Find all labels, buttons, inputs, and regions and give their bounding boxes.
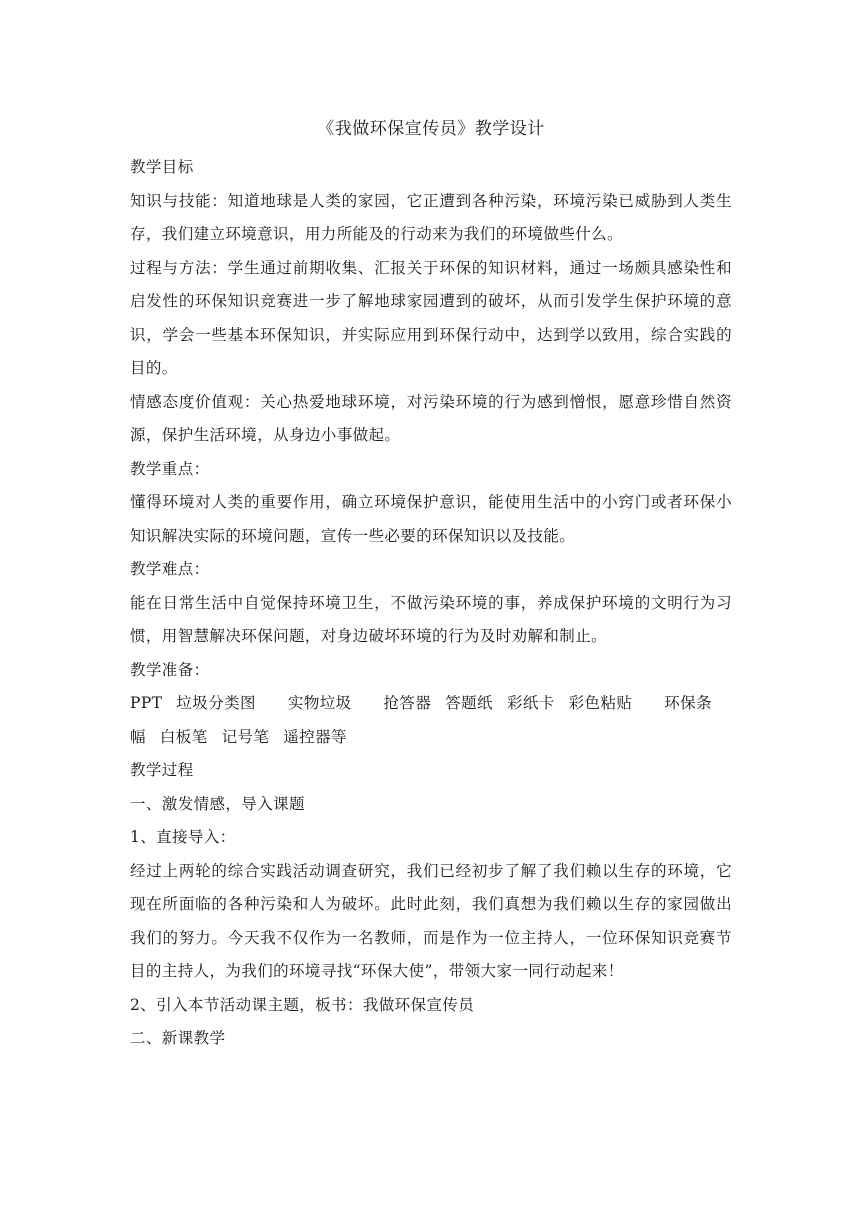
material-item: 遥控器等 — [283, 727, 347, 746]
material-item: 答题纸 — [445, 694, 493, 712]
paragraph-difficulties: 能在日常生活中自觉保持环境卫生，不做污染环境的事，养成保护环境的文明行为习惯，用智慧解决环保问题，对身边破坏环境的行为及时劝解和制止。 — [130, 593, 732, 645]
section-heading-intro: 一、激发情感，导入课题 — [130, 794, 305, 813]
document-page — [130, 115, 732, 1056]
heading-teaching-objectives: 教学目标 — [130, 158, 194, 176]
paragraph-key-points: 懂得环境对人类的重要作用，确立环境保护意识，能使用生活中的小窍门或者环保小知识解决实际的环境问题，宣传一些必要的环保知识以及技能。 — [130, 493, 732, 545]
material-item: 垃圾分类图 — [176, 694, 256, 712]
material-item: 实物垃圾 — [287, 694, 352, 712]
heading-difficulties: 教学难点： — [130, 560, 210, 578]
materials-list — [130, 687, 732, 754]
material-item: 彩色粘贴 — [568, 694, 633, 712]
heading-key-points: 教学重点： — [130, 459, 210, 478]
material-item: 记号笔 — [221, 727, 270, 746]
document-title: 《我做环保宣传员》教学设计 — [317, 119, 545, 139]
material-item: PPT — [130, 694, 163, 712]
material-item: 彩纸卡 — [506, 694, 555, 712]
paragraph-emotion-values: 情感态度价值观：关心热爱地球环境，对污染环境的行为感到憎恨，愿意珍惜自然资源，保护生活环境，从身边小事做起。 — [130, 392, 732, 444]
heading-preparation: 教学准备： — [130, 660, 210, 679]
paragraph-intro-speech: 经过上两轮的综合实践活动调查研究，我们已经初步了解了我们赖以生存的环境，它现在所面临的各种污染和人为破坏。此时此刻，我们真想为我们赖以生存的家园做出我们的努力。今天我不仅作为一名教师，而是作为一位主持人，一位环保知识竞赛节目的主持人，为我们的环境寻找“环保大使”，带领大家一同行动起来！ — [130, 861, 732, 980]
subheading-direct-intro: 1、直接导入： — [130, 828, 236, 846]
material-item: 白板笔 — [159, 727, 208, 746]
material-item: 环保条幅 — [130, 694, 712, 746]
subheading-topic: 2、引入本节活动课主题，板书：我做环保宣传员 — [130, 995, 475, 1014]
paragraph-process-method: 过程与方法：学生通过前期收集、汇报关于环保的知识材料，通过一场颇具感染性和启发性的环保知识竞赛进一步了解地球家园遭到的破坏，从而引发学生保护环境的意识，学会一些基本环保知识，并实际应用到环保行动中，达到学以致用，综合实践的目的。 — [130, 258, 732, 377]
material-item: 抢答器 — [383, 694, 432, 712]
heading-teaching-process: 教学过程 — [130, 761, 194, 779]
section-heading-new-lesson: 二、新课教学 — [130, 1029, 226, 1047]
paragraph-knowledge-skills: 知识与技能：知道地球是人类的家园，它正遭到各种污染，环境污染已威胁到人类生存，我们建立环境意识，用力所能及的行动来为我们的环境做些什么。 — [130, 191, 732, 243]
